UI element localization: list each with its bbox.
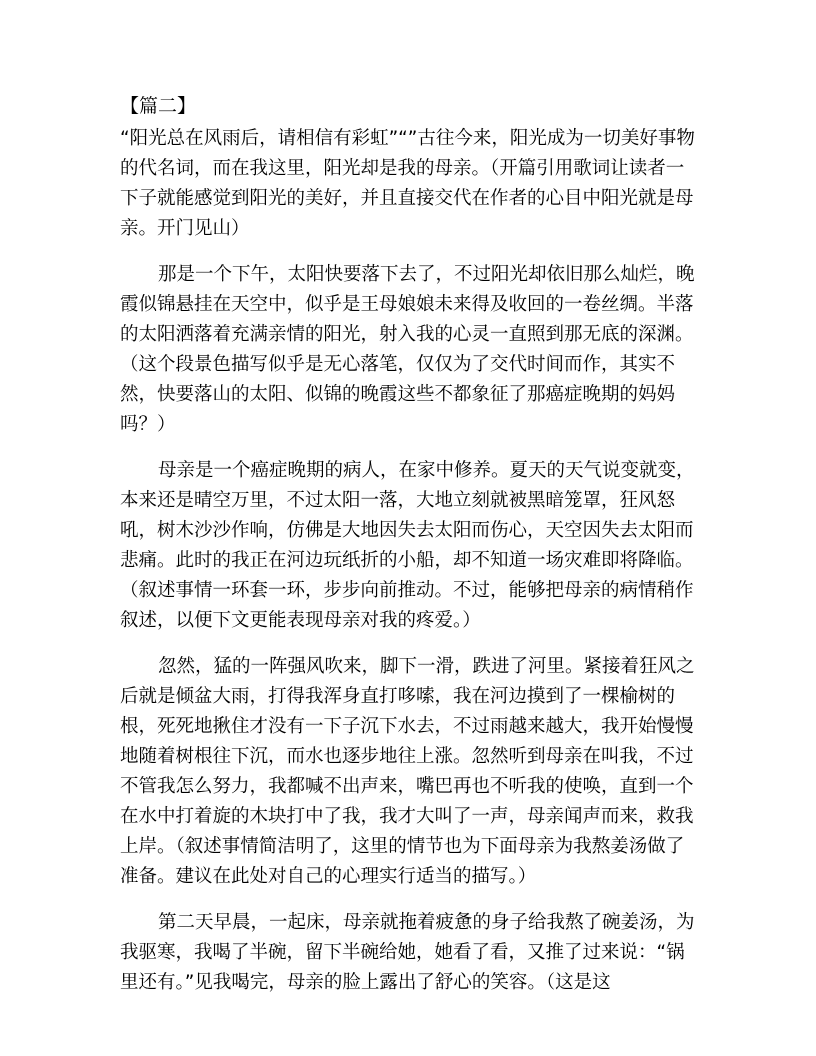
section-heading: 【篇二】: [120, 95, 197, 117]
paragraph-afternoon: 那是一个下午，太阳快要落下去了，不过阳光却依旧那么灿烂，晚霞似锦悬挂在天空中，似乎是王母娘娘未来得及收回的一卷丝绸。半落的太阳洒落着充满亲情的阳光，射入我的心灵一直照到那无底的深渊。（这个段景色描写似乎是无心落笔，仅仅为了交代时间而作，其实不然，快要落山的太阳、似锦的晚霞这些不都象征了那癌症晚期的妈妈吗？）: [120, 264, 695, 435]
document-body: [120, 88, 696, 998]
paragraph-river-rescue: 忽然，猛的一阵强风吹来，脚下一滑，跌进了河里。紧接着狂风之后就是倾盆大雨，打得我浑身直打哆嗦，我在河边摸到了一棵榆树的根，死死地揪住才没有一下子沉下水去，不过雨越来越大，我开始慢慢地随着树根往下沉，而水也逐步地往上涨。忽然听到母亲在叫我，不过不管我怎么努力，我都喊不出声来，嘴巴再也不听我的使唤，直到一个在水中打着旋的木块打中了我，我才大叫了一声，母亲闻声而来，救我上岸。（叙述事情简洁明了，这里的情节也为下面母亲为我熬姜汤做了准备。建议在此处对自己的心理实行适当的描写。）: [120, 656, 695, 887]
paragraph-ginger-soup: 第二天早晨，一起床，母亲就拖着疲惫的身子给我熬了碗姜汤，为我驱寒，我喝了半碗，留下半碗给她，她看了看，又推了过来说：“锅里还有。”见我喝完，母亲的脸上露出了舒心的笑容。（这是这: [120, 912, 695, 993]
paragraph-intro: “阳光总在风雨后，请相信有彩虹”“”古往今来，阳光成为一切美好事物的代名词，而在我这里，阳光却是我的母亲。（开篇引用歌词让读者一下子就能感觉到阳光的美好，并且直接交代在作者的心目中阳光就是母亲。开门见山）: [120, 128, 695, 239]
paragraph-mother-illness: 母亲是一个癌症晚期的病人，在家中修养。夏天的天气说变就变，本来还是晴空万里，不过太阳一落，大地立刻就被黑暗笼罩，狂风怒吼，树木沙沙作响，仿佛是大地因失去太阳而伤心，天空因失去太阳而悲痛。此时的我正在河边玩纸折的小船，却不知道一场灾难即将降临。（叙述事情一环套一环，步步向前推动。不过，能够把母亲的病情稍作叙述，以便下文更能表现母亲对我的疼爱。）: [120, 460, 695, 631]
